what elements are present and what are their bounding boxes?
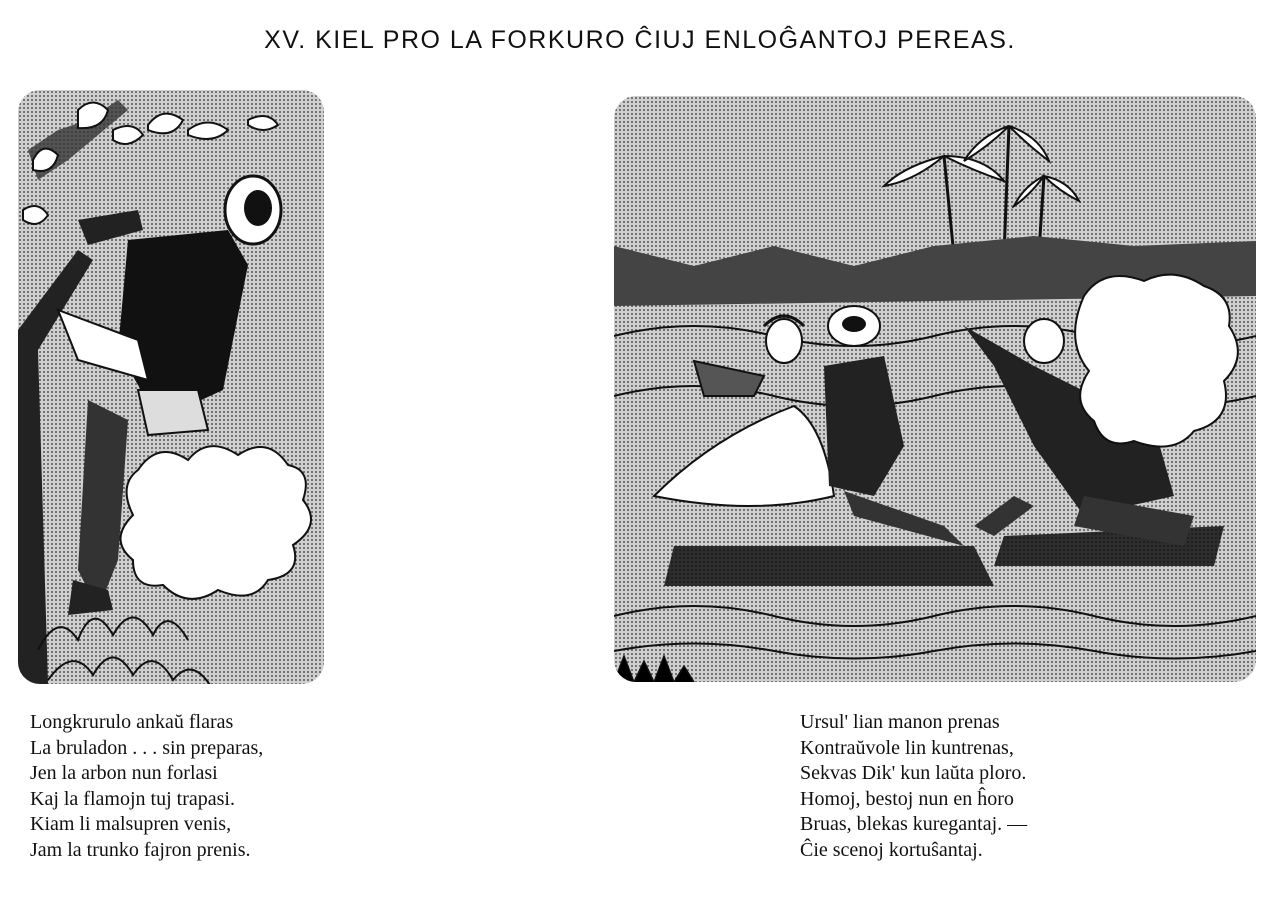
- verse-line: La bruladon . . . sin preparas,: [30, 736, 264, 759]
- verse-line: Homoj, bestoj nun en ĥoro: [800, 787, 1014, 810]
- illustration-drawing: [18, 90, 324, 684]
- page-title: XV. KIEL PRO LA FORKURO ĈIUJ ENLOĜANTOJ PEREAS.: [264, 26, 1016, 54]
- verse-left: [30, 710, 263, 864]
- verse-right: [800, 710, 1027, 864]
- verse-line: Sekvas Dik' kun laŭta ploro.: [800, 762, 1027, 785]
- man-climbing-tree-illustration: [18, 90, 324, 684]
- verse-line: Jam la trunko fajron prenis.: [30, 838, 251, 861]
- verse-line: Bruas, blekas kuregantaj. —: [800, 813, 1028, 836]
- verse-line: Kiam li malsupren venis,: [30, 813, 232, 836]
- illustration-drawing: [614, 96, 1256, 682]
- verse-line: Jen la arbon nun forlasi: [30, 762, 218, 785]
- verse-line: Ĉie scenoj kortuŝantaj.: [800, 838, 983, 861]
- verse-line: Longkrurulo ankaŭ flaras: [30, 711, 234, 733]
- verse-line: Kaj la flamojn tuj trapasi.: [30, 787, 235, 810]
- verse-line: Ursul' lian manon prenas: [800, 711, 1000, 733]
- verse-line: Kontraŭvole lin kuntrenas,: [800, 736, 1014, 759]
- people-fleeing-fire-illustration: [614, 96, 1256, 682]
